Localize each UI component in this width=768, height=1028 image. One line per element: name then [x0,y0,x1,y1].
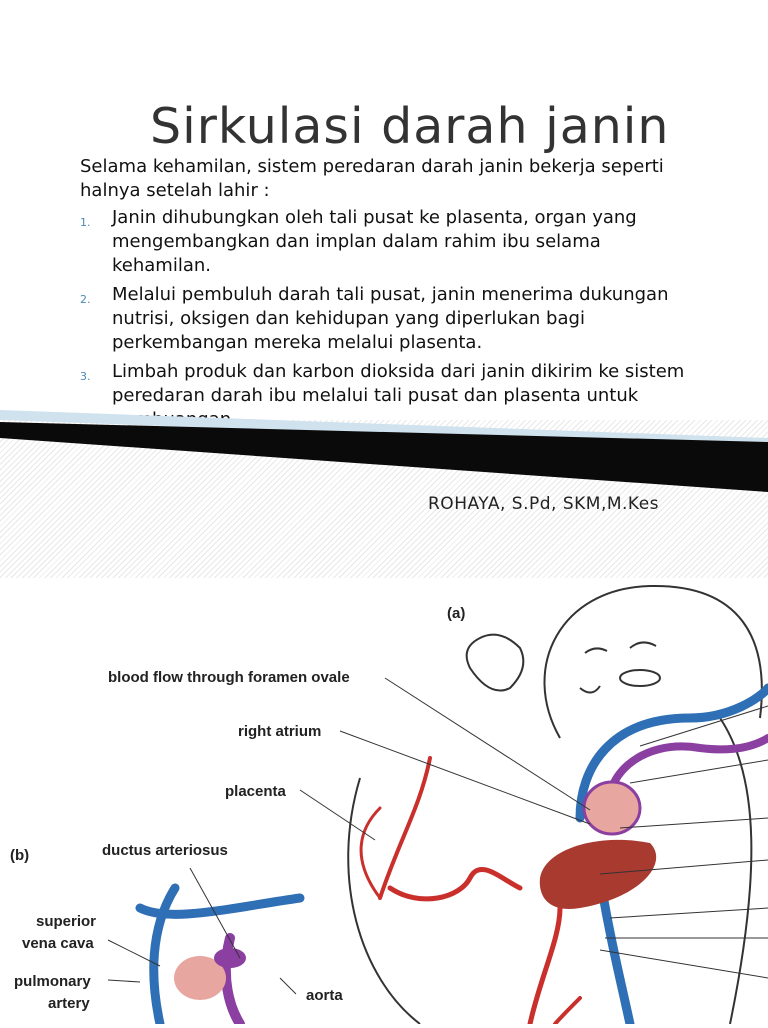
label-right-atrium: right atrium [238,723,322,740]
panel-b-label: (b) [10,847,30,864]
label-artery: artery [48,995,90,1012]
label-ductus-arteriosus: ductus arteriosus [102,842,228,859]
arteries [226,738,768,1024]
heart [584,782,640,834]
label-foramen-ovale: blood flow through foramen ovale [108,669,350,686]
label-vena-cava: vena cava [22,935,94,952]
list-number: 2. [80,293,91,306]
pulmonary-trunk [214,948,246,968]
list-text: Janin dihubungkan oleh tali pusat ke plasenta, organ yang mengembangkan dan implan dalam rahim ibu selama kehamilan. [112,207,637,276]
author-name: ROHAYA, S.Pd, SKM,M.Kes [428,494,660,514]
veins [140,688,768,1024]
decorative-band [0,380,768,500]
dark-stripe [0,422,768,492]
list-item [80,283,700,355]
baby-drawing [348,586,762,1024]
circulation-illustration [0,578,768,1024]
panel-a-label: (a) [447,605,466,622]
list-text: Melalui pembuluh darah tali pusat, janin menerima dukungan nutrisi, oksigen dan kehidupan yang diperlukan bagi perkembangan mereka melalui plasenta. [112,284,669,353]
label-aorta: aorta [306,987,343,1004]
label-placenta: placenta [225,783,286,800]
leader-lines [108,678,768,994]
list-number: 1. [80,216,91,229]
label-superior: superior [36,913,97,930]
list-text: Limbah produk dan karbon dioksida dari janin dikirim ke sistem peredaran darah ibu melalui tali pusat dan plasenta untuk [112,361,685,406]
list-item [80,206,700,278]
fetal-circulation-figure [0,578,768,1024]
liver [540,840,656,909]
list-number: 3. [80,370,91,383]
intro-text: Selama kehamilan, sistem peredaran darah janin bekerja seperti halnya setelah lahir : [80,156,664,201]
label-pulmonary: pulmonary [14,973,91,990]
slide-title: Sirkulasi darah janin [150,98,670,155]
